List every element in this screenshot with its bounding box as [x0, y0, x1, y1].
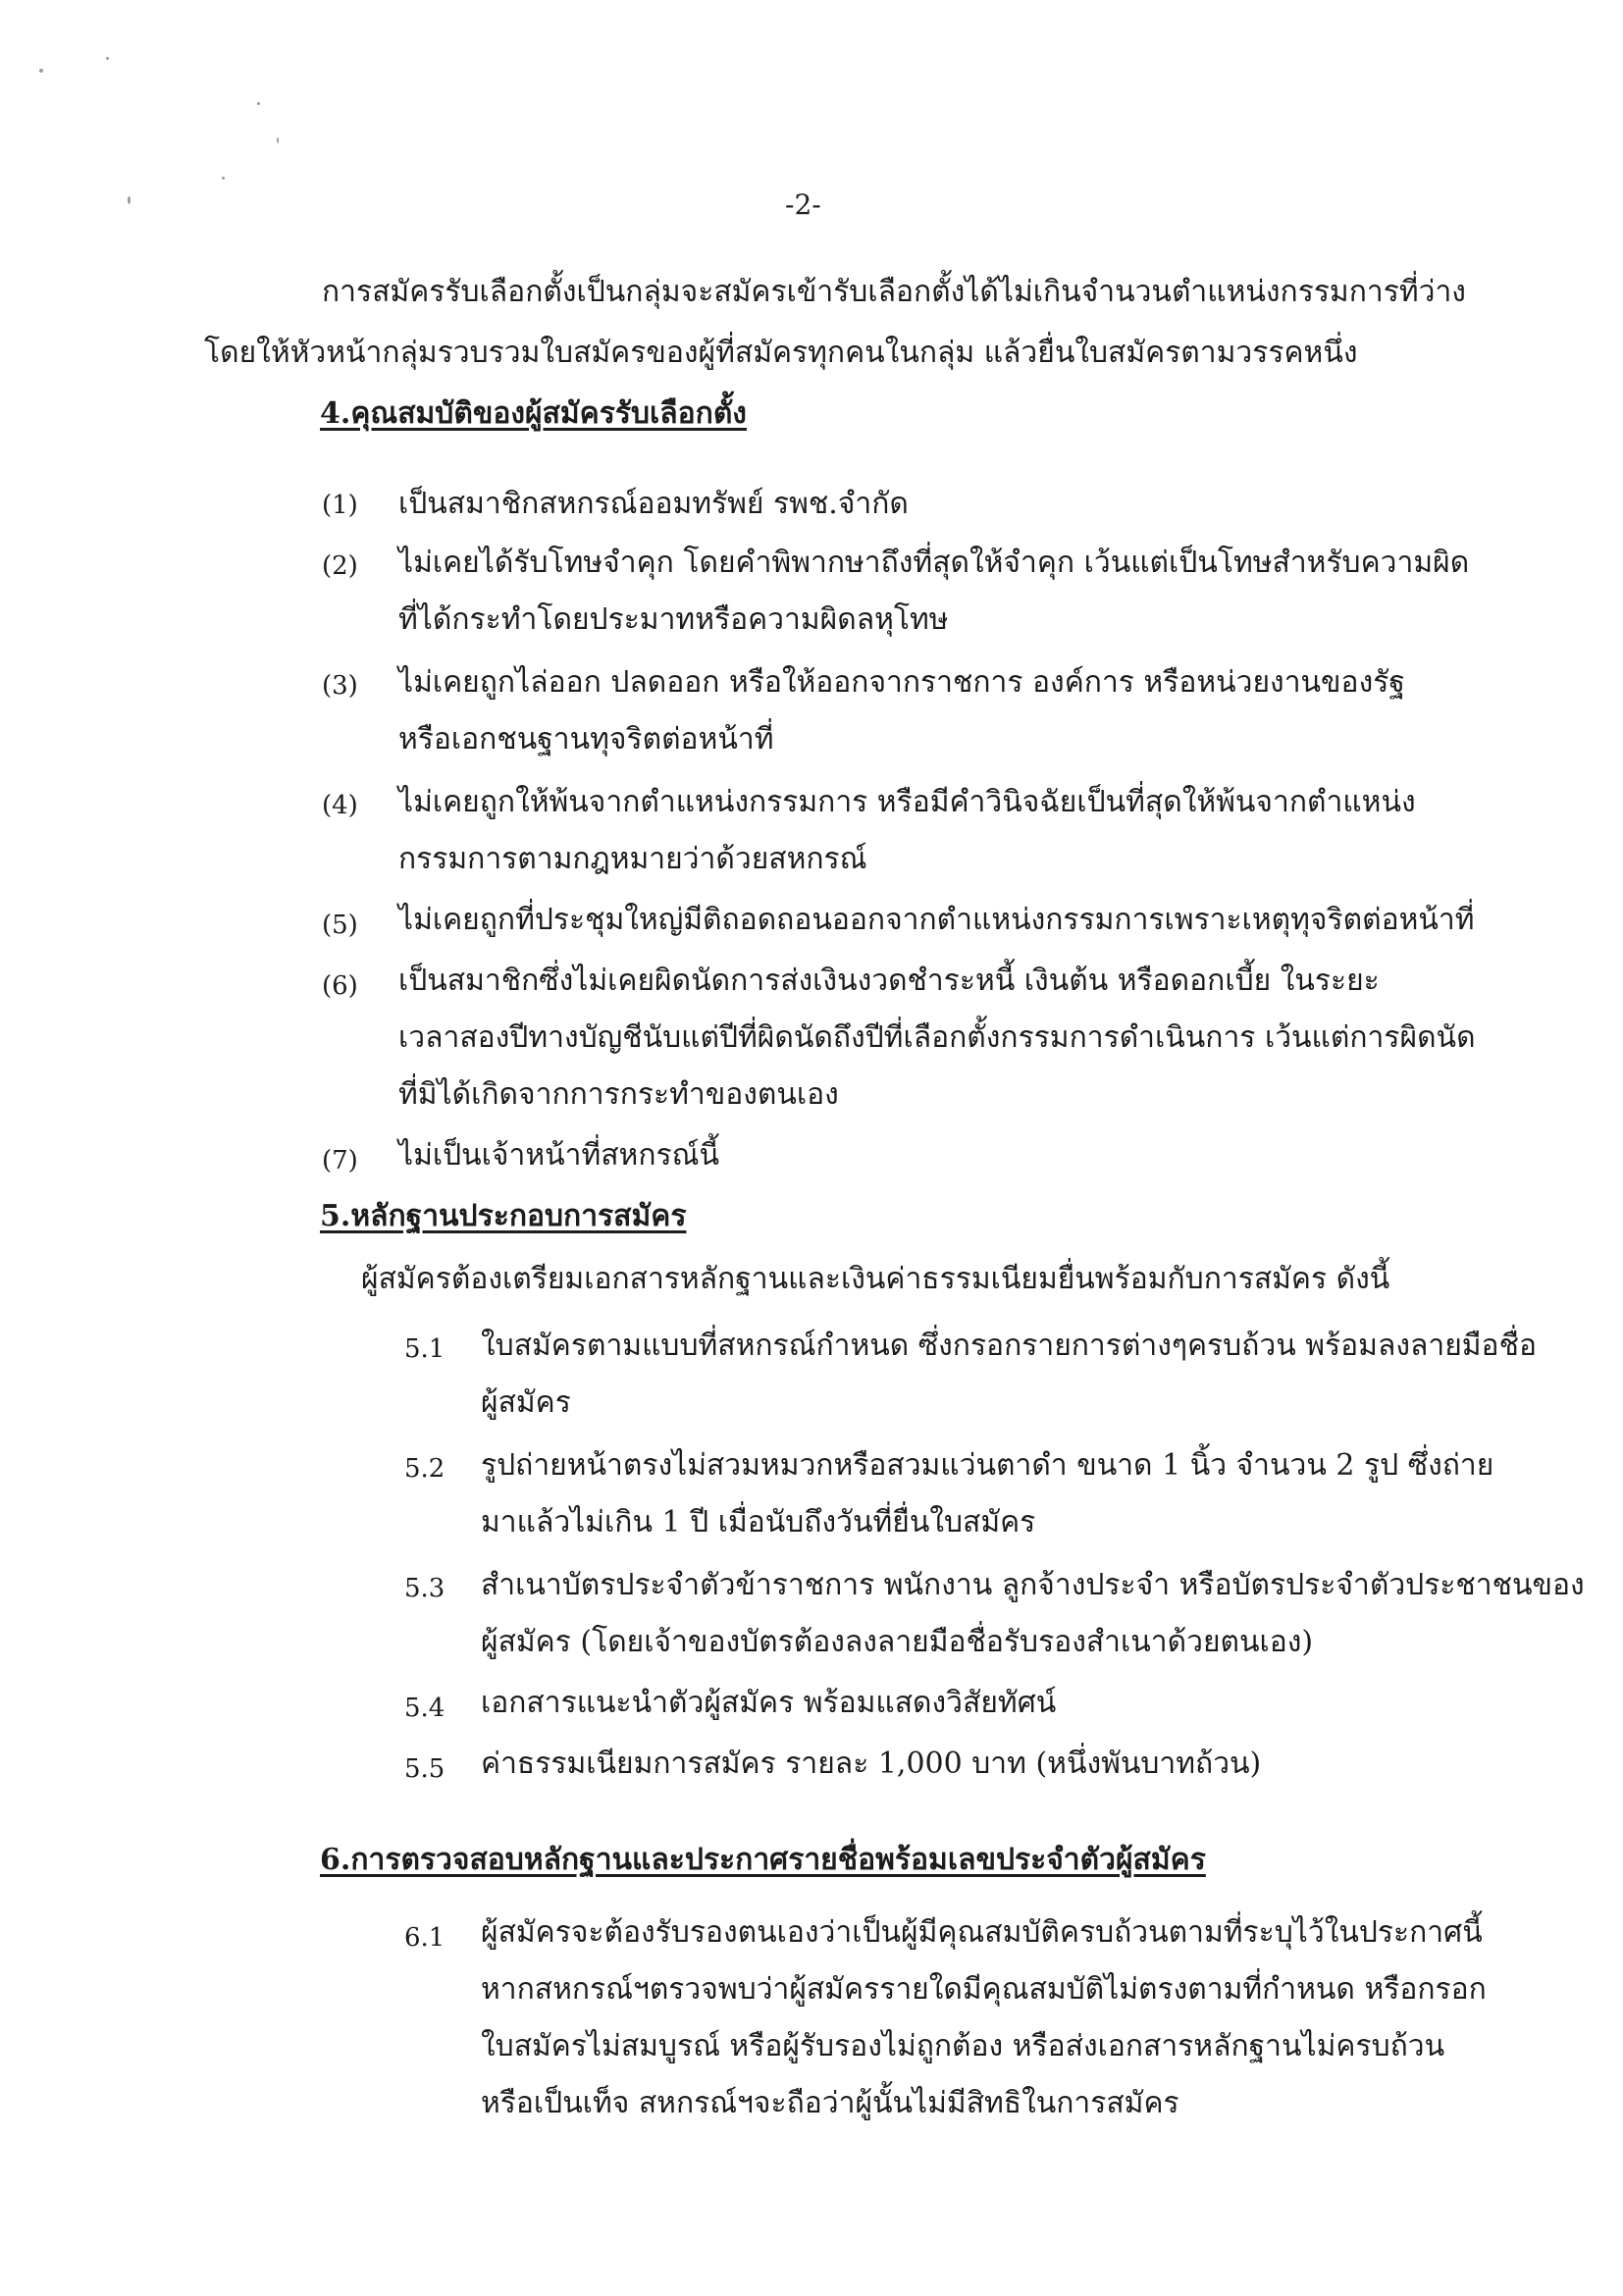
scan-speck — [106, 57, 109, 60]
item-text: ไม่เคยถูกให้พ้นจากตำแหน่งกรรมการ หรือมีคำวินิจฉัยเป็นที่สุดให้พ้นจากตำแหน่ง — [398, 785, 1416, 819]
item-text: กรรมการตามกฎหมายว่าด้วยสหกรณ์ — [398, 842, 867, 876]
item-number: 5.1 — [404, 1334, 445, 1364]
item-number: (4) — [322, 791, 358, 820]
scan-speck — [257, 102, 260, 105]
item-text: ไม่เคยถูกที่ประชุมใหญ่มีติถอดถอนออกจากตำแหน่งกรรมการเพราะเหตุทุจริตต่อหน้าที่ — [398, 903, 1475, 937]
item-text: เป็นสมาชิกซึ่งไม่เคยผิดนัดการส่งเงินงวดชำระหนี้ เงินต้น หรือดอกเบี้ย ในระยะ — [398, 964, 1380, 998]
item-number: 5.4 — [404, 1694, 445, 1723]
item-text: ผู้สมัครจะต้องรับรองตนเองว่าเป็นผู้มีคุณสมบัติครบถ้วนตามที่ระบุไว้ในประกาศนี้ — [481, 1915, 1483, 1950]
item-text: หรือเป็นเท็จ สหกรณ์ฯจะถือว่าผู้นั้นไม่มีสิทธิในการสมัคร — [481, 2086, 1179, 2120]
item-text: สำเนาบัตรประจำตัวข้าราชการ พนักงาน ลูกจ้างประจำ หรือบัตรประจำตัวประชาชนของ — [481, 1568, 1585, 1602]
item-text: ที่ได้กระทำโดยประมาทหรือความผิดลหุโทษ — [398, 602, 949, 637]
item-text: ผู้สมัคร (โดยเจ้าของบัตรต้องลงลายมือชื่อรับรองสำเนาด้วยตนเอง) — [481, 1625, 1314, 1659]
section-6-heading: 6.การตรวจสอบหลักฐานและประกาศรายชื่อพร้อมเลขประจำตัวผู้สมัคร — [320, 1843, 1206, 1877]
item-text: ไม่เป็นเจ้าหน้าที่สหกรณ์นี้ — [398, 1138, 719, 1173]
item-number: (5) — [322, 911, 358, 940]
item-number: (7) — [322, 1146, 358, 1175]
scan-speck — [128, 196, 131, 204]
item-text: เอกสารแนะนำตัวผู้สมัคร พร้อมแสดงวิสัยทัศน์ — [481, 1686, 1057, 1720]
item-number: (1) — [322, 491, 358, 520]
item-text: หรือเอกชนฐานทุจริตต่อหน้าที่ — [398, 722, 774, 757]
item-text: ใบสมัครไม่สมบูรณ์ หรือผู้รับรองไม่ถูกต้อง หรือส่งเอกสารหลักฐานไม่ครบถ้วน — [481, 2029, 1445, 2063]
scan-speck — [222, 177, 225, 180]
item-number: 6.1 — [404, 1923, 445, 1953]
item-text: ค่าธรรมเนียมการสมัคร รายละ 1,000 บาท (หนึ่งพันบาทถ้วน) — [481, 1747, 1262, 1781]
scan-speck — [39, 69, 43, 73]
section-4-heading: 4.คุณสมบัติของผู้สมัครรับเลือกตั้ง — [320, 396, 747, 431]
item-text: รูปถ่ายหน้าตรงไม่สวมหมวกหรือสวมแว่นตาดำ ขนาด 1 นิ้ว จำนวน 2 รูป ซึ่งถ่าย — [481, 1448, 1494, 1483]
page-number: -2- — [785, 188, 821, 221]
item-number: 5.5 — [404, 1754, 445, 1784]
scan-speck — [277, 137, 279, 143]
item-text: หากสหกรณ์ฯตรวจพบว่าผู้สมัครรายใดมีคุณสมบัติไม่ตรงตามที่กำหนด หรือกรอก — [481, 1972, 1487, 2007]
item-number: 5.3 — [404, 1574, 445, 1603]
item-number: 5.2 — [404, 1454, 445, 1484]
item-text: เป็นสมาชิกสหกรณ์ออมทรัพย์ รพช.จำกัด — [398, 487, 909, 521]
item-text: ไม่เคยได้รับโทษจำคุก โดยคำพิพากษาถึงที่สุดให้จำคุก เว้นแต่เป็นโทษสำหรับความผิด — [398, 546, 1470, 580]
item-number: (2) — [322, 551, 358, 581]
item-text: มาแล้วไม่เกิน 1 ปี เมื่อนับถึงวันที่ยื่นใบสมัคร — [481, 1505, 1036, 1539]
item-text: ที่มิได้เกิดจากการกระทำของตนเอง — [398, 1077, 839, 1112]
intro-line-1: การสมัครรับเลือกตั้งเป็นกลุ่มจะสมัครเข้ารับเลือกตั้งได้ไม่เกินจำนวนตำแหน่งกรรมการที่ว่าง — [322, 275, 1466, 309]
item-text: ไม่เคยถูกไล่ออก ปลดออก หรือให้ออกจากราชการ องค์การ หรือหน่วยงานของรัฐ — [398, 665, 1405, 700]
item-number: (6) — [322, 971, 358, 1001]
intro-line-2: โดยให้หัวหน้ากลุ่มรวบรวมใบสมัครของผู้ที่สมัครทุกคนในกลุ่ม แล้วยื่นใบสมัครตามวรรคหนึ่ง — [204, 336, 1358, 370]
item-text: เวลาสองปีทางบัญชีนับแต่ปีที่ผิดนัดถึงปีที่เลือกตั้งกรรมการดำเนินการ เว้นแต่การผิดนัด — [398, 1020, 1476, 1055]
section-5-intro: ผู้สมัครต้องเตรียมเอกสารหลักฐานและเงินค่าธรรมเนียมยื่นพร้อมกับการสมัคร ดังนี้ — [361, 1262, 1390, 1296]
item-text: ใบสมัครตามแบบที่สหกรณ์กำหนด ซึ่งกรอกรายการต่างๆครบถ้วน พร้อมลงลายมือชื่อ — [481, 1329, 1537, 1363]
section-5-heading: 5.หลักฐานประกอบการสมัคร — [320, 1199, 687, 1233]
item-text: ผู้สมัคร — [481, 1385, 571, 1420]
item-number: (3) — [322, 671, 358, 701]
